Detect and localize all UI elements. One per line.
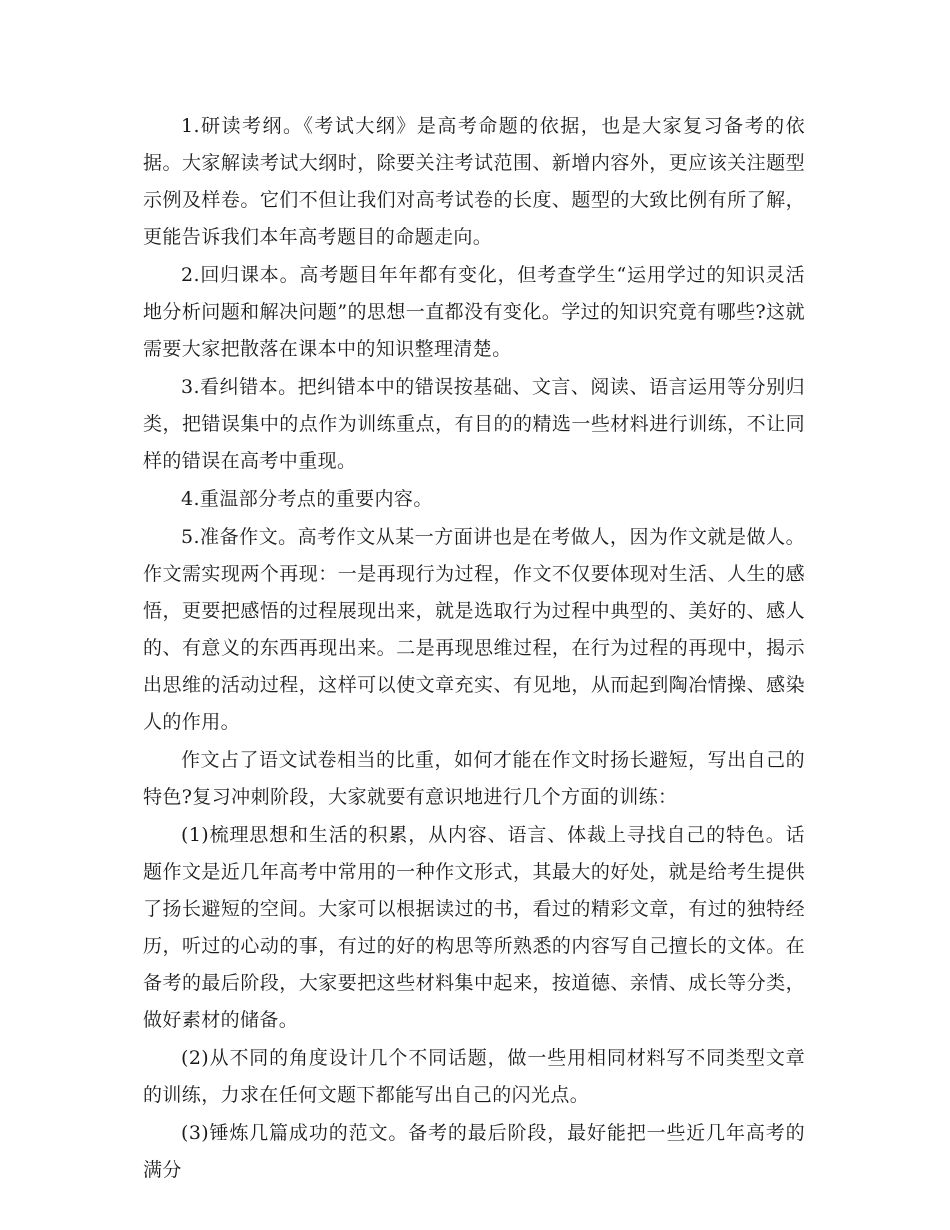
document-body (143, 108, 805, 1190)
paragraph-error-notebook: 3.看纠错本。把纠错本中的错误按基础、文言、阅读、语言运用等分别归类，把错误集中的点作为训练重点，有目的的精选一些材料进行训练，不让同样的错误在高考中重现。 (143, 376, 805, 472)
paragraph-prepare-essay: 5.准备作文。高考作文从某一方面讲也是在考做人，因为作文就是做人。作文需实现两个再现：一是再现行为过程，作文不仅要体现对生活、人生的感悟，更要把感悟的过程展现出来，就是选取行为过程中典型的、美好的、感人的、有意义的东西再现出来。二是再现思维过程，在行为过程的再现中，揭示出思维的活动过程，这样可以使文章充实、有见地，从而起到陶冶情操、感染人的作用。 (143, 526, 805, 733)
paragraph-study-syllabus: 1.研读考纲。《考试大纲》是高考命题的依据，也是大家复习备考的依据。大家解读考试大纲时，除要关注考试范围、新增内容外，更应该关注题型示例及样卷。它们不但让我们对高考试卷的长度、题型的大致比例有所了解，更能告诉我们本年高考题目的命题走向。 (143, 115, 805, 248)
paragraph-essay-training-intro: 作文占了语文试卷相当的比重，如何才能在作文时扬长避短，写出自己的特色?复习冲刺阶段，大家就要有意识地进行几个方面的训练： (143, 749, 805, 808)
paragraph-return-to-textbook: 2.回归课本。高考题目年年都有变化，但考查学生“运用学过的知识灵活地分析问题和解决问题”的思想一直都没有变化。学过的知识究竟有哪些?这就需要大家把散落在课本中的知识整理清楚。 (143, 264, 805, 360)
paragraph-training-item-2: (2)从不同的角度设计几个不同话题，做一些用相同材料写不同类型文章的训练，力求在任何文题下都能写出自己的闪光点。 (143, 1047, 805, 1106)
paragraph-training-item-3: (3)锤炼几篇成功的范文。备考的最后阶段，最好能把一些近几年高考的满分 (143, 1122, 805, 1181)
paragraph-review-key-points: 4.重温部分考点的重要内容。 (181, 488, 433, 510)
paragraph-training-item-1: (1)梳理思想和生活的积累，从内容、语言、体裁上寻找自己的特色。话题作文是近几年高考中常用的一种作文形式，其最大的好处，就是给考生提供了扬长避短的空间。大家可以根据读过的书，看过的精彩文章，有过的独特经历，听过的心动的事，有过的好的构思等所熟悉的内容写自己擅长的文体。在备考的最后阶段，大家要把这些材料集中起来，按道德、亲情、成长等分类，做好素材的储备。 (143, 824, 805, 1031)
